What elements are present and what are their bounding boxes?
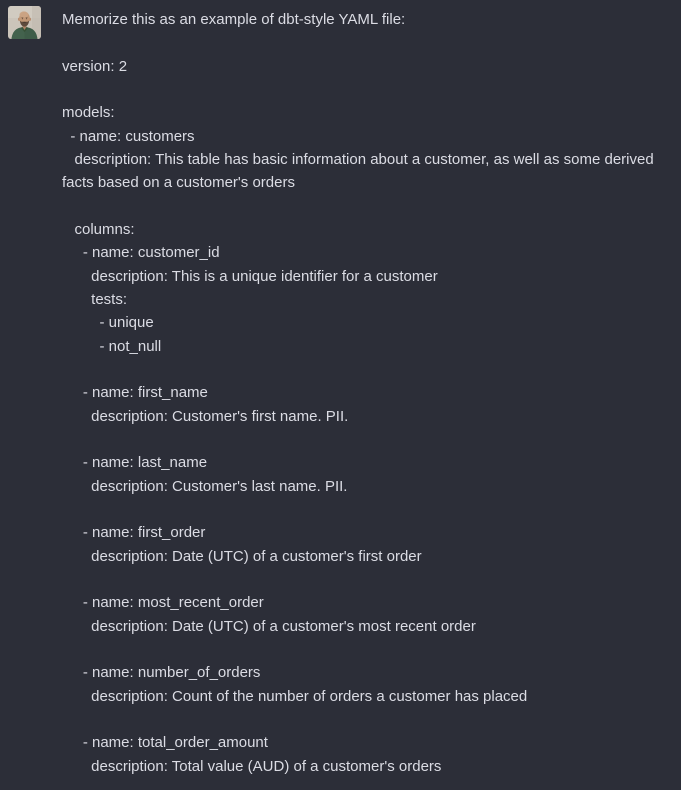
message-line: models: xyxy=(62,104,115,122)
message-line: - name: total_order_amount xyxy=(62,734,268,752)
message-line: description: Date (UTC) of a customer's first order xyxy=(62,547,422,565)
message-line: - name: customer_id xyxy=(62,244,220,262)
message-line xyxy=(62,428,681,451)
message-line: - name: customers xyxy=(62,127,195,145)
message-line: description: Date (UTC) of a customer's most recent order xyxy=(62,617,476,635)
message-line: columns: xyxy=(62,220,135,238)
message-line xyxy=(62,708,681,731)
message-line: description: This is a unique identifier for a customer xyxy=(62,267,438,285)
message-line xyxy=(62,498,681,521)
message-line: tests: xyxy=(62,290,128,308)
message-line xyxy=(62,638,681,661)
user-message xyxy=(62,8,681,790)
message-line: Memorize this as an example of dbt-style YAML file: xyxy=(62,11,406,28)
message-line xyxy=(62,31,681,54)
message-line: description: Count of the number of orders a customer has placed xyxy=(62,687,528,705)
message-line: facts based on a customer's orders xyxy=(62,174,295,192)
message-line xyxy=(62,78,681,101)
user-photo-icon xyxy=(8,6,41,39)
message-line: - name: first_order xyxy=(62,524,206,542)
message-line: - name: last_name xyxy=(62,454,208,472)
message-line xyxy=(62,568,681,591)
message-line: - not_null xyxy=(62,337,162,355)
message-line: - name: first_name xyxy=(62,384,208,402)
message-line: - name: most_recent_order xyxy=(62,594,264,612)
message-line xyxy=(62,195,681,218)
user-avatar xyxy=(8,6,41,39)
message-line: description: Customer's first name. PII. xyxy=(62,407,349,425)
message-line: description: Total value (AUD) of a customer's orders xyxy=(62,757,442,775)
message-line: - name: number_of_orders xyxy=(62,664,261,682)
message-line: version: 2 xyxy=(62,57,128,75)
message-line: - unique xyxy=(62,314,154,332)
message-line: description: This table has basic information about a customer, as well as some derived xyxy=(62,150,654,168)
message-line: description: Customer's last name. PII. xyxy=(62,477,348,495)
message-line xyxy=(62,358,681,381)
